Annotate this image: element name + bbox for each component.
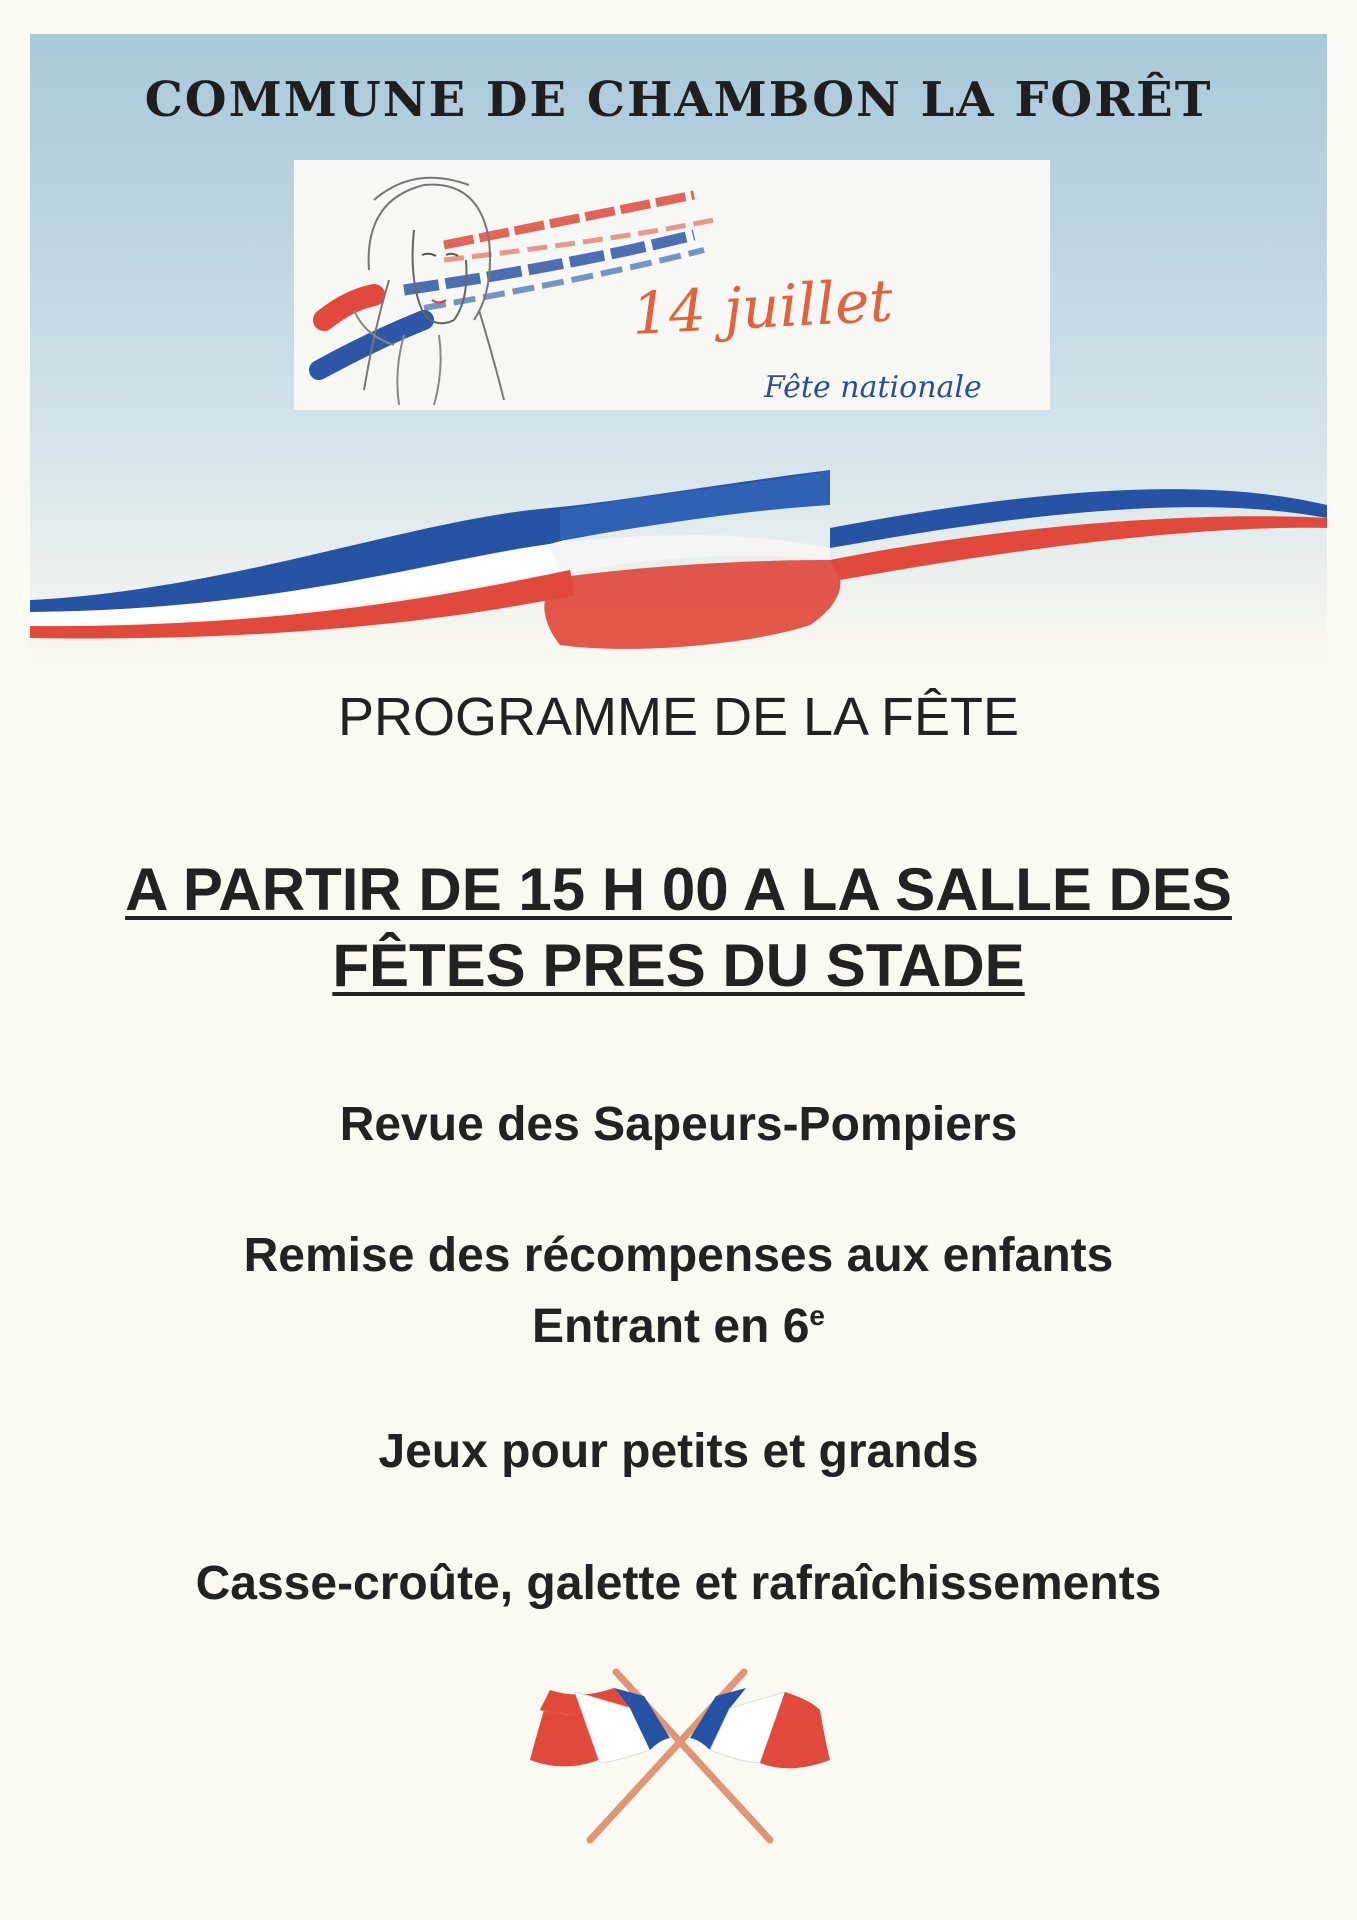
- headline-line-1: A PARTIR DE 15 H 00 A LA SALLE DES: [125, 856, 1232, 923]
- remise-line-2: Entrant en 6e: [532, 1300, 825, 1353]
- superscript-e: e: [809, 1300, 825, 1331]
- program-item-jeux: Jeux pour petits et grands: [378, 1425, 979, 1478]
- fete-nationale-banner: [294, 160, 1050, 410]
- crossed-french-flags-icon: [520, 1660, 840, 1860]
- banner-subtitle: Fête nationale: [764, 370, 982, 405]
- tricolor-ribbon: [30, 430, 1327, 680]
- program-item-revue: Revue des Sapeurs-Pompiers: [339, 1098, 1018, 1151]
- program-item-casse-croute: Casse-croûte, galette et rafraîchissements: [195, 1557, 1162, 1610]
- programme-title: PROGRAMME DE LA FÊTE: [337, 687, 1020, 747]
- program-item-remise: [0, 1226, 1357, 1357]
- event-time-location: [0, 852, 1357, 1004]
- headline-line-2: FÊTES PRES DU STADE: [332, 932, 1025, 999]
- remise-line-1: Remise des récompenses aux enfants: [243, 1229, 1114, 1282]
- commune-title: COMMUNE DE CHAMBON LA FORÊT: [144, 72, 1213, 128]
- banner-title: 14 juillet: [630, 266, 895, 348]
